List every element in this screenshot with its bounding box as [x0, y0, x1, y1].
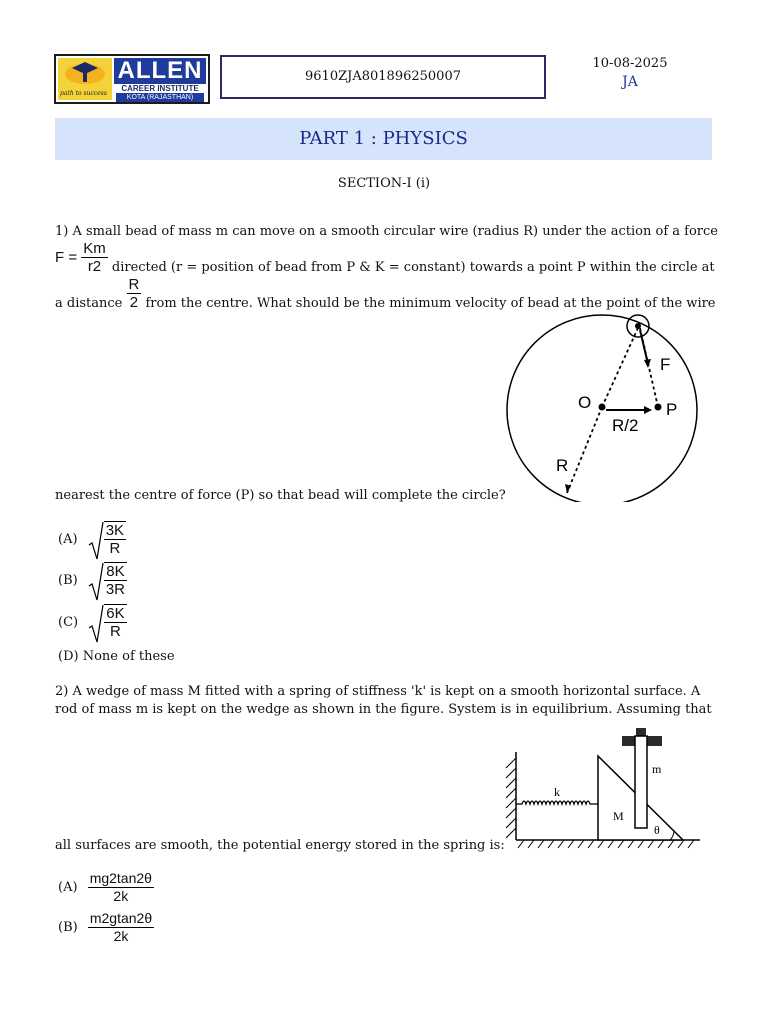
- q1-option-c[interactable]: [58, 604, 127, 640]
- q1-radius-line: [567, 407, 602, 493]
- q1-label-R: R: [556, 456, 569, 475]
- q1-label-R2: R/2: [612, 416, 639, 435]
- q1-circle-figure: [500, 310, 705, 502]
- q1-option-c-sqrt: [88, 604, 126, 640]
- sqrt-icon: [88, 604, 104, 644]
- q1-line3-post: from the centre. What should be the minimum velocity of bead at the point of the wire: [145, 296, 716, 311]
- q2-option-a-label: (A): [58, 880, 78, 895]
- q1-line3-row: [55, 276, 716, 311]
- sqrt-icon: [88, 521, 104, 561]
- q1-point-P: [655, 404, 662, 411]
- q1-option-a-num: 3K: [105, 522, 125, 539]
- exam-date: 10-08-2025: [592, 56, 668, 71]
- q1-option-a-sqrt: [88, 521, 126, 557]
- q2-label-k: k: [554, 785, 560, 799]
- q1-label-P: P: [666, 400, 678, 419]
- q1-option-b-den: 3R: [105, 581, 126, 598]
- q1-option-c-num: 6K: [106, 605, 125, 622]
- logo-tagline: path to success: [60, 90, 107, 97]
- q1-line1: 1) A small bead of mass m can move on a smooth circular wire (radius R) under the action of a force: [55, 224, 718, 239]
- q1-label-O: O: [578, 393, 592, 412]
- q2-label-M: M: [613, 809, 624, 823]
- allen-logo: [54, 54, 210, 104]
- q2-option-b-den: 2k: [113, 928, 129, 944]
- q1-option-c-label: (C): [58, 614, 79, 630]
- q1-force-label: F =: [55, 249, 78, 266]
- q2-line2: rod of mass m is kept on the wedge as shown in the figure. System is in equilibrium. Assuming that: [55, 702, 712, 717]
- q1-option-c-den: R: [109, 623, 121, 640]
- q1-line2: directed (r = position of bead from P & K = constant) towards a point P within the circle at: [111, 260, 715, 275]
- q1-force-num: Km: [83, 240, 106, 257]
- q1-force-den: r2: [87, 258, 102, 275]
- q1-option-b-sqrt: [88, 562, 127, 598]
- q1-option-b[interactable]: [58, 562, 127, 598]
- q1-option-a-label: (A): [58, 531, 78, 547]
- q1-line4: nearest the centre of force (P) so that bead will complete the circle?: [55, 488, 506, 503]
- q2-line1: 2) A wedge of mass M fitted with a spring of stiffness 'k' is kept on a smooth horizontal surface. A: [55, 684, 701, 699]
- q2-option-a-den: 2k: [113, 888, 129, 904]
- q1-distance-fraction: [127, 276, 142, 311]
- q1-line3-pre: a distance: [55, 296, 123, 311]
- q2-option-b-label: (B): [58, 920, 78, 935]
- q1-distance-num: R: [128, 276, 140, 293]
- q2-option-b[interactable]: [58, 910, 154, 945]
- logo-institute: CAREER INSTITUTE: [121, 84, 199, 93]
- q1-option-d-text: None of these: [82, 649, 175, 664]
- q2-option-a-num: mg2tan2θ: [89, 870, 152, 886]
- q2-label-m: m: [652, 762, 662, 776]
- logo-location: KOTA (RAJASTHAN): [116, 93, 204, 102]
- q1-option-a-den: R: [109, 540, 121, 557]
- q2-wedge-figure: [500, 722, 705, 852]
- q1-point-O: [599, 404, 606, 411]
- section-title: SECTION-I (i): [337, 176, 431, 191]
- q1-option-a[interactable]: [58, 521, 126, 557]
- paper-code: 9610ZJA801896250007: [220, 55, 546, 99]
- q2-label-theta: θ: [654, 823, 660, 837]
- batch-code: JA: [622, 74, 638, 90]
- q2-line3: all surfaces are smooth, the potential energy stored in the spring is:: [55, 838, 505, 853]
- q2-spring: [516, 801, 598, 804]
- q1-option-d-label: (D): [58, 649, 79, 664]
- sqrt-icon: [88, 562, 104, 602]
- q1-line2-row: [55, 240, 755, 275]
- q2-option-a[interactable]: [58, 870, 154, 905]
- q1-label-F: F: [660, 355, 671, 374]
- q2-rod: [635, 736, 647, 828]
- q1-force-fraction: [81, 240, 108, 275]
- q1-option-d[interactable]: [58, 649, 175, 664]
- q2-option-b-num: m2gtan2θ: [89, 910, 153, 926]
- q1-option-b-label: (B): [58, 572, 78, 588]
- q1-distance-den: 2: [129, 294, 139, 311]
- logo-brand: ALLEN: [114, 58, 206, 84]
- q1-option-b-num: 8K: [104, 563, 127, 581]
- part-title: PART 1 : PHYSICS: [55, 118, 712, 160]
